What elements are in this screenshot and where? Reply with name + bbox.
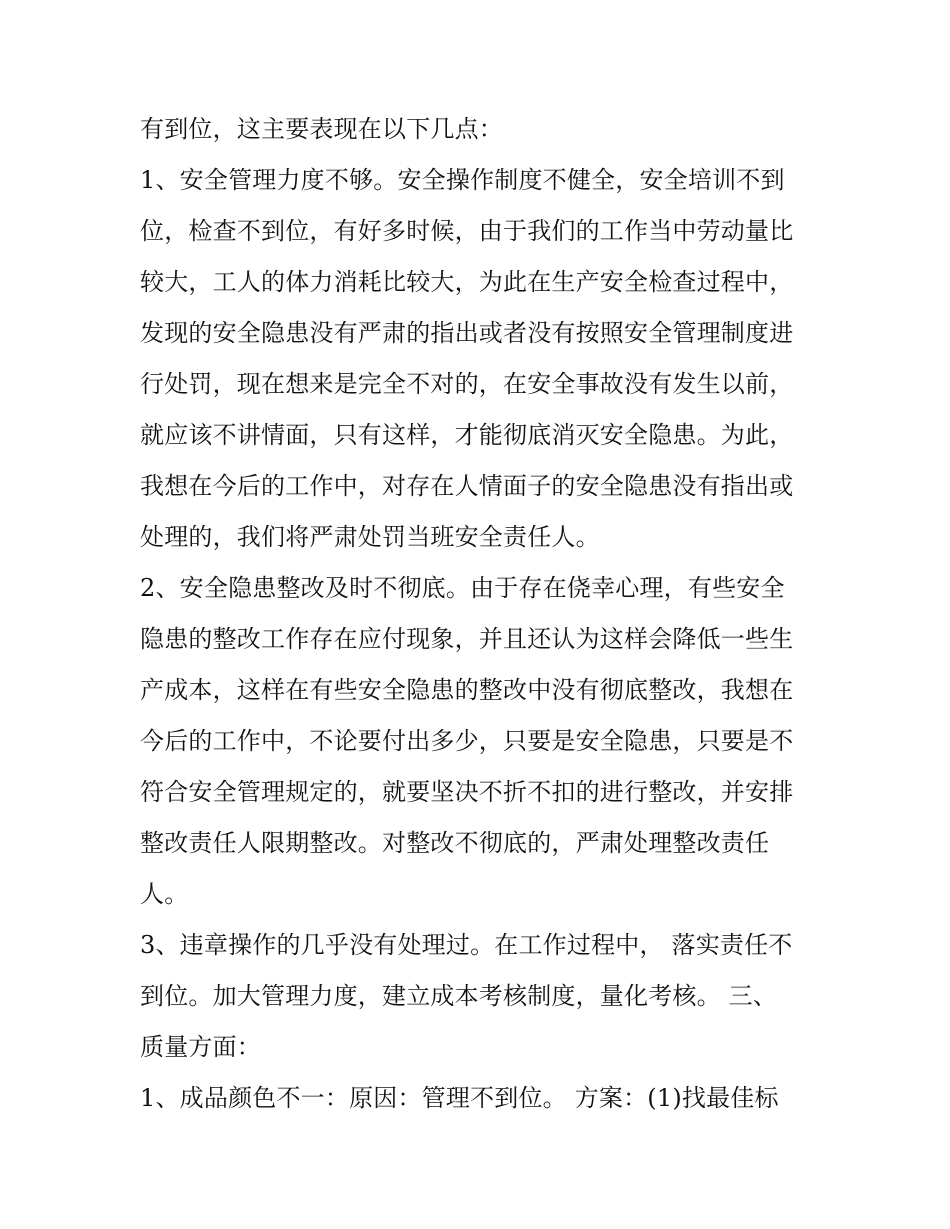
text-line: 行处罚，现在想来是完全不对的，在安全事故没有发生以前，: [140, 370, 794, 398]
text-line: 较大，工人的体力消耗比较大，为此在生产安全检查过程中，: [140, 268, 794, 296]
text-line: 隐患的整改工作存在应付现象，并且还认为这样会降低一些生: [140, 625, 794, 653]
text-line: 2、安全隐患整改及时不彻底。由于存在侥幸心理，有些安全: [140, 574, 785, 602]
text-line: 我想在今后的工作中，对存在人情面子的安全隐患没有指出或: [140, 472, 794, 500]
text-line: 就应该不讲情面，只有这样，才能彻底消灭安全隐患。为此，: [140, 421, 794, 449]
text-line: 产成本，这样在有些安全隐患的整改中没有彻底整改，我想在: [140, 676, 794, 704]
text-line: 到位。加大管理力度，建立成本考核制度，量化考核。 三、: [140, 982, 778, 1010]
text-line: 3、违章操作的几乎没有处理过。在工作过程中， 落实责任不: [140, 931, 793, 959]
text-line: 今后的工作中，不论要付出多少，只要是安全隐患，只要是不: [140, 727, 794, 755]
text-line: 1、成品颜色不一：原因：管理不到位。 方案：(1)找最佳标: [140, 1084, 779, 1112]
text-line: 位，检查不到位，有好多时候，由于我们的工作当中劳动量比: [140, 217, 794, 245]
text-line: 1、安全管理力度不够。安全操作制度不健全，安全培训不到: [140, 166, 785, 194]
text-line: 符合安全管理规定的，就要坚决不折不扣的进行整改，并安排: [140, 778, 794, 806]
text-line: 整改责任人限期整改。对整改不彻底的，严肃处理整改责任: [140, 829, 770, 857]
text-line: 发现的安全隐患没有严肃的指出或者没有按照安全管理制度进: [140, 319, 794, 347]
text-line: 处理的，我们将严肃处罚当班安全责任人。: [140, 523, 600, 551]
text-line: 质量方面：: [140, 1033, 261, 1061]
text-line: 有到位，这主要表现在以下几点：: [140, 115, 503, 143]
text-line: 人。: [140, 880, 189, 908]
